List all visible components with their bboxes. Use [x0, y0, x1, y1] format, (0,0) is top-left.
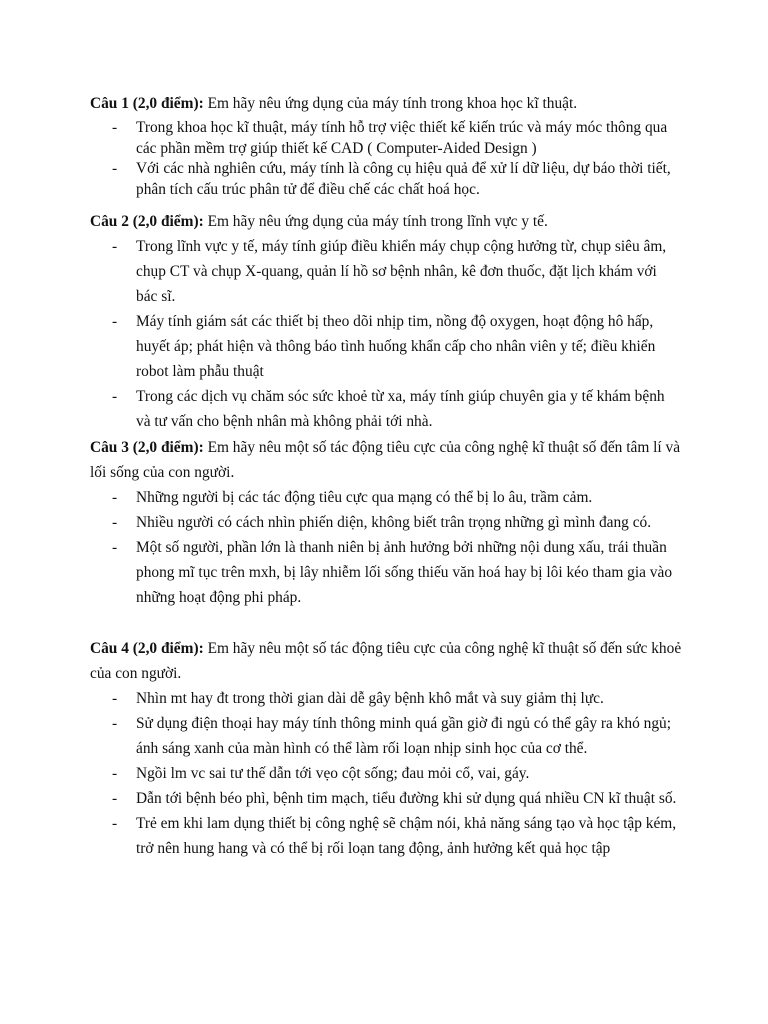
- answer-list-1: [0, 118, 768, 200]
- question-3: [90, 435, 690, 485]
- bullet-dash: -: [112, 790, 118, 807]
- answer-text: Dẫn tới bệnh béo phì, bệnh tim mạch, tiểu đường khi sử dụng quá nhiều CN kĩ thuật số.: [136, 790, 677, 807]
- answer-text: Nhìn mt hay đt trong thời gian dài dễ gây bệnh khô mắt và suy giảm thị lực.: [136, 690, 604, 707]
- question-1-prompt: Em hãy nêu ứng dụng của máy tính trong khoa học kĩ thuật.: [207, 95, 578, 112]
- bullet-dash: -: [112, 514, 118, 531]
- list-item: [0, 384, 681, 434]
- question-3-label: Câu 3 (2,0 điểm):: [90, 439, 204, 456]
- bullet-dash: -: [112, 690, 118, 707]
- answer-text: Những người bị các tác động tiêu cực qua mạng có thể bị lo âu, trầm cảm.: [136, 489, 593, 506]
- answer-list-4: [0, 686, 768, 861]
- bullet-dash: -: [112, 715, 118, 732]
- question-1: [90, 91, 690, 116]
- answer-list-3: [0, 485, 768, 610]
- list-item: [0, 309, 681, 384]
- answer-text: Ngồi lm vc sai tư thế dẫn tới vẹo cột sống; đau mỏi cổ, vai, gáy.: [136, 765, 530, 782]
- answer-text: Trong lĩnh vực y tế, máy tính giúp điều khiển máy chụp cộng hưởng từ, chụp siêu âm, chụp CT và chụp X-quang, quản lí hồ sơ bệnh nhân, kê đơn thuốc, đặt lịch khám với bác sĩ.: [136, 238, 667, 305]
- question-4: [90, 636, 690, 686]
- answer-text: Nhiều người có cách nhìn phiến diện, không biết trân trọng những gì mình đang có.: [136, 514, 652, 531]
- question-4-label: Câu 4 (2,0 điểm):: [90, 640, 204, 657]
- answer-text: Trong các dịch vụ chăm sóc sức khoẻ từ xa, máy tính giúp chuyên gia y tế khám bệnh và tư vấn cho bệnh nhân mà không phải tới nhà.: [136, 388, 665, 430]
- bullet-dash: -: [112, 815, 118, 832]
- answer-text: Trong khoa học kĩ thuật, máy tính hỗ trợ việc thiết kế kiến trúc và máy móc thông qua các phần mềm trợ giúp thiết kế CAD ( Computer-Aided Design ): [136, 119, 668, 157]
- bullet-dash: -: [112, 489, 118, 506]
- list-item: [0, 761, 681, 786]
- list-item: [0, 686, 681, 711]
- answer-list-2: [0, 234, 768, 434]
- answer-text: Trẻ em khi lam dụng thiết bị công nghệ sẽ chậm nói, khả năng sáng tạo và học tập kém, trở nên hung hang và có thể bị rối loạn tang động, ảnh hưởng kết quả học tập: [136, 815, 677, 857]
- bullet-dash: -: [112, 238, 118, 255]
- list-item: [0, 485, 681, 510]
- list-item: [0, 234, 681, 309]
- answer-text: Với các nhà nghiên cứu, máy tính là công cụ hiệu quả để xử lí dữ liệu, dự báo thời tiết, phân tích cấu trúc phân tử để điều chế các chất hoá học.: [136, 160, 671, 198]
- question-1-label: Câu 1 (2,0 điểm):: [90, 95, 204, 112]
- question-2: [90, 209, 690, 234]
- question-2-prompt: Em hãy nêu ứng dụng của máy tính trong lĩnh vực y tế.: [207, 213, 548, 230]
- list-item: [0, 786, 681, 811]
- question-3-prompt: Em hãy nêu một số tác động tiêu cực của công nghệ kĩ thuật số đến tâm lí và lối sống của con người.: [90, 439, 681, 481]
- list-item: [0, 159, 681, 200]
- bullet-dash: -: [112, 765, 118, 782]
- bullet-dash: -: [112, 119, 118, 136]
- bullet-dash: -: [112, 388, 118, 405]
- question-2-label: Câu 2 (2,0 điểm):: [90, 213, 204, 230]
- bullet-dash: -: [112, 313, 118, 330]
- bullet-dash: -: [112, 539, 118, 556]
- list-item: [0, 510, 681, 535]
- list-item: [0, 118, 681, 159]
- list-item: [0, 811, 681, 861]
- answer-text: Máy tính giám sát các thiết bị theo dõi nhịp tim, nồng độ oxygen, hoạt động hô hấp, huyết áp; phát hiện và thông báo tình huống khẩn cấp cho nhân viên y tế; điều khiển robot làm phẫu thuật: [136, 313, 656, 380]
- list-item: [0, 711, 681, 761]
- bullet-dash: -: [112, 160, 118, 177]
- question-4-prompt: Em hãy nêu một số tác động tiêu cực của công nghệ kĩ thuật số đến sức khoẻ của con người.: [90, 640, 682, 682]
- list-item: [0, 535, 681, 610]
- answer-text: Sử dụng điện thoại hay máy tính thông minh quá gần giờ đi ngủ có thể gây ra khó ngủ; ánh sáng xanh của màn hình có thể làm rối loạn nhịp sinh học của cơ thể.: [136, 715, 671, 757]
- answer-text: Một số người, phần lớn là thanh niên bị ảnh hưởng bởi những nội dung xấu, trái thuần phong mĩ tục trên mxh, bị lây nhiễm lối sống thiếu văn hoá hay bị lôi kéo tham gia vào những hoạt động phi pháp.: [136, 539, 673, 606]
